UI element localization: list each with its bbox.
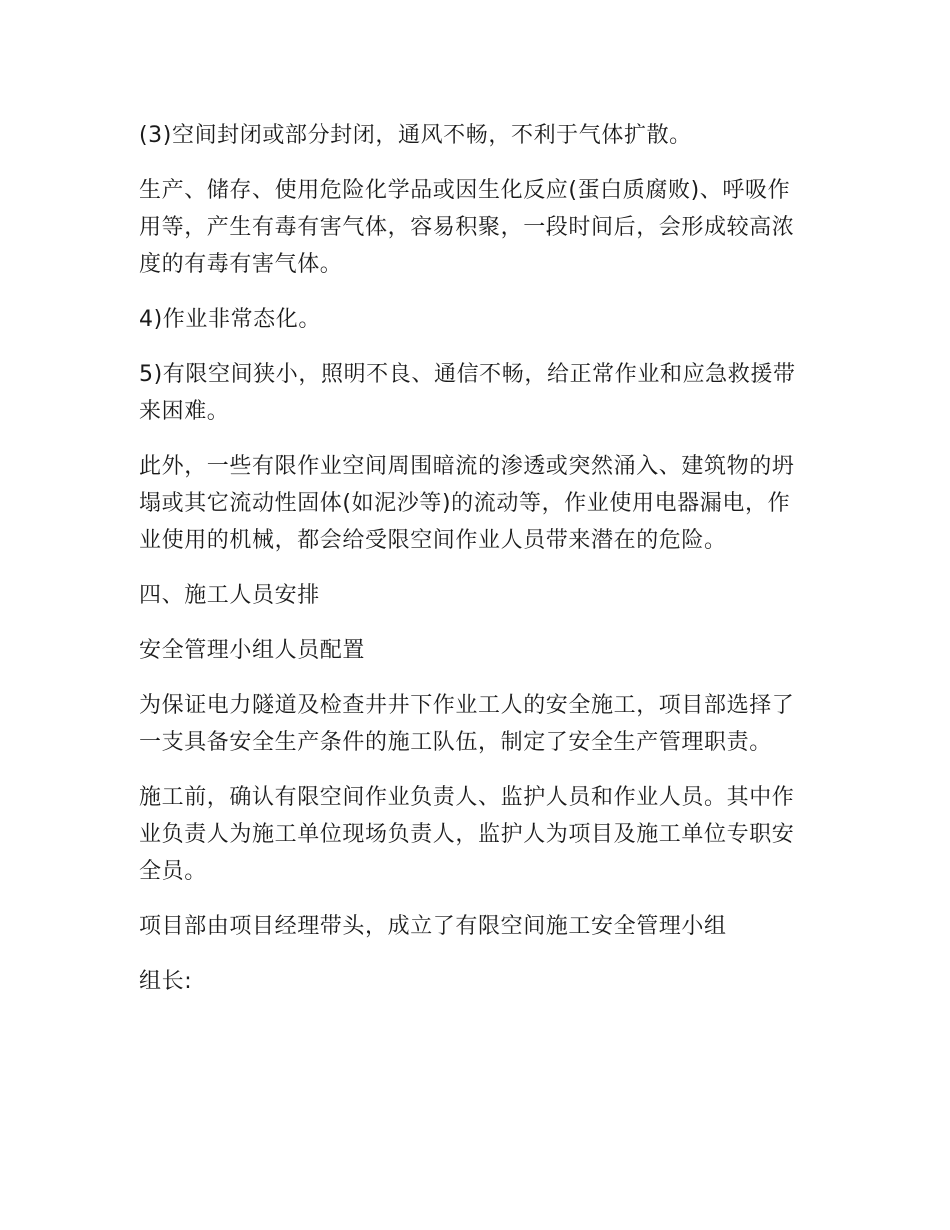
paragraph-enclosed-space: (3)空间封闭或部分封闭，通风不畅，不利于气体扩散。 [139,123,692,148]
paragraph-roles: 施工前，确认有限空间作业负责人、监护人员和作业人员。其中作业负责人为施工单位现场负责人，监护人为项目及施工单位专职安全员。 [139,785,795,884]
paragraph-irregular-work: 4)作业非常态化。 [139,307,321,332]
paragraph-team-selection: 为保证电力隧道及检查井井下作业工人的安全施工，项目部选择了一支具备安全生产条件的施工队伍，制定了安全生产管理职责。 [139,693,795,755]
label-team-leader: 组长: [139,969,193,994]
subheading-safety-team: 安全管理小组人员配置 [139,638,366,663]
paragraph-narrow-space: 5)有限空间狭小，照明不良、通信不畅，给正常作业和应急救援带来困难。 [139,362,796,424]
paragraph-toxic-gas: 生产、储存、使用危险化学品或因生化反应(蛋白质腐败)、呼吸作用等，产生有毒有害气体，容易积聚，一段时间后，会形成较高浓度的有毒有害气体。 [139,178,795,277]
paragraph-other-hazards: 此外，一些有限作业空间周围暗流的渗透或突然涌入、建筑物的坍塌或其它流动性固体(如泥沙等)的流动等，作业使用电器漏电，作业使用的机械，都会给受限空间作业人员带来潜在的危险。 [139,454,795,553]
paragraph-team-formation: 项目部由项目经理带头，成立了有限空间施工安全管理小组 [139,914,727,939]
section-heading-staffing: 四、施工人员安排 [139,583,320,608]
document-body [139,117,803,1018]
